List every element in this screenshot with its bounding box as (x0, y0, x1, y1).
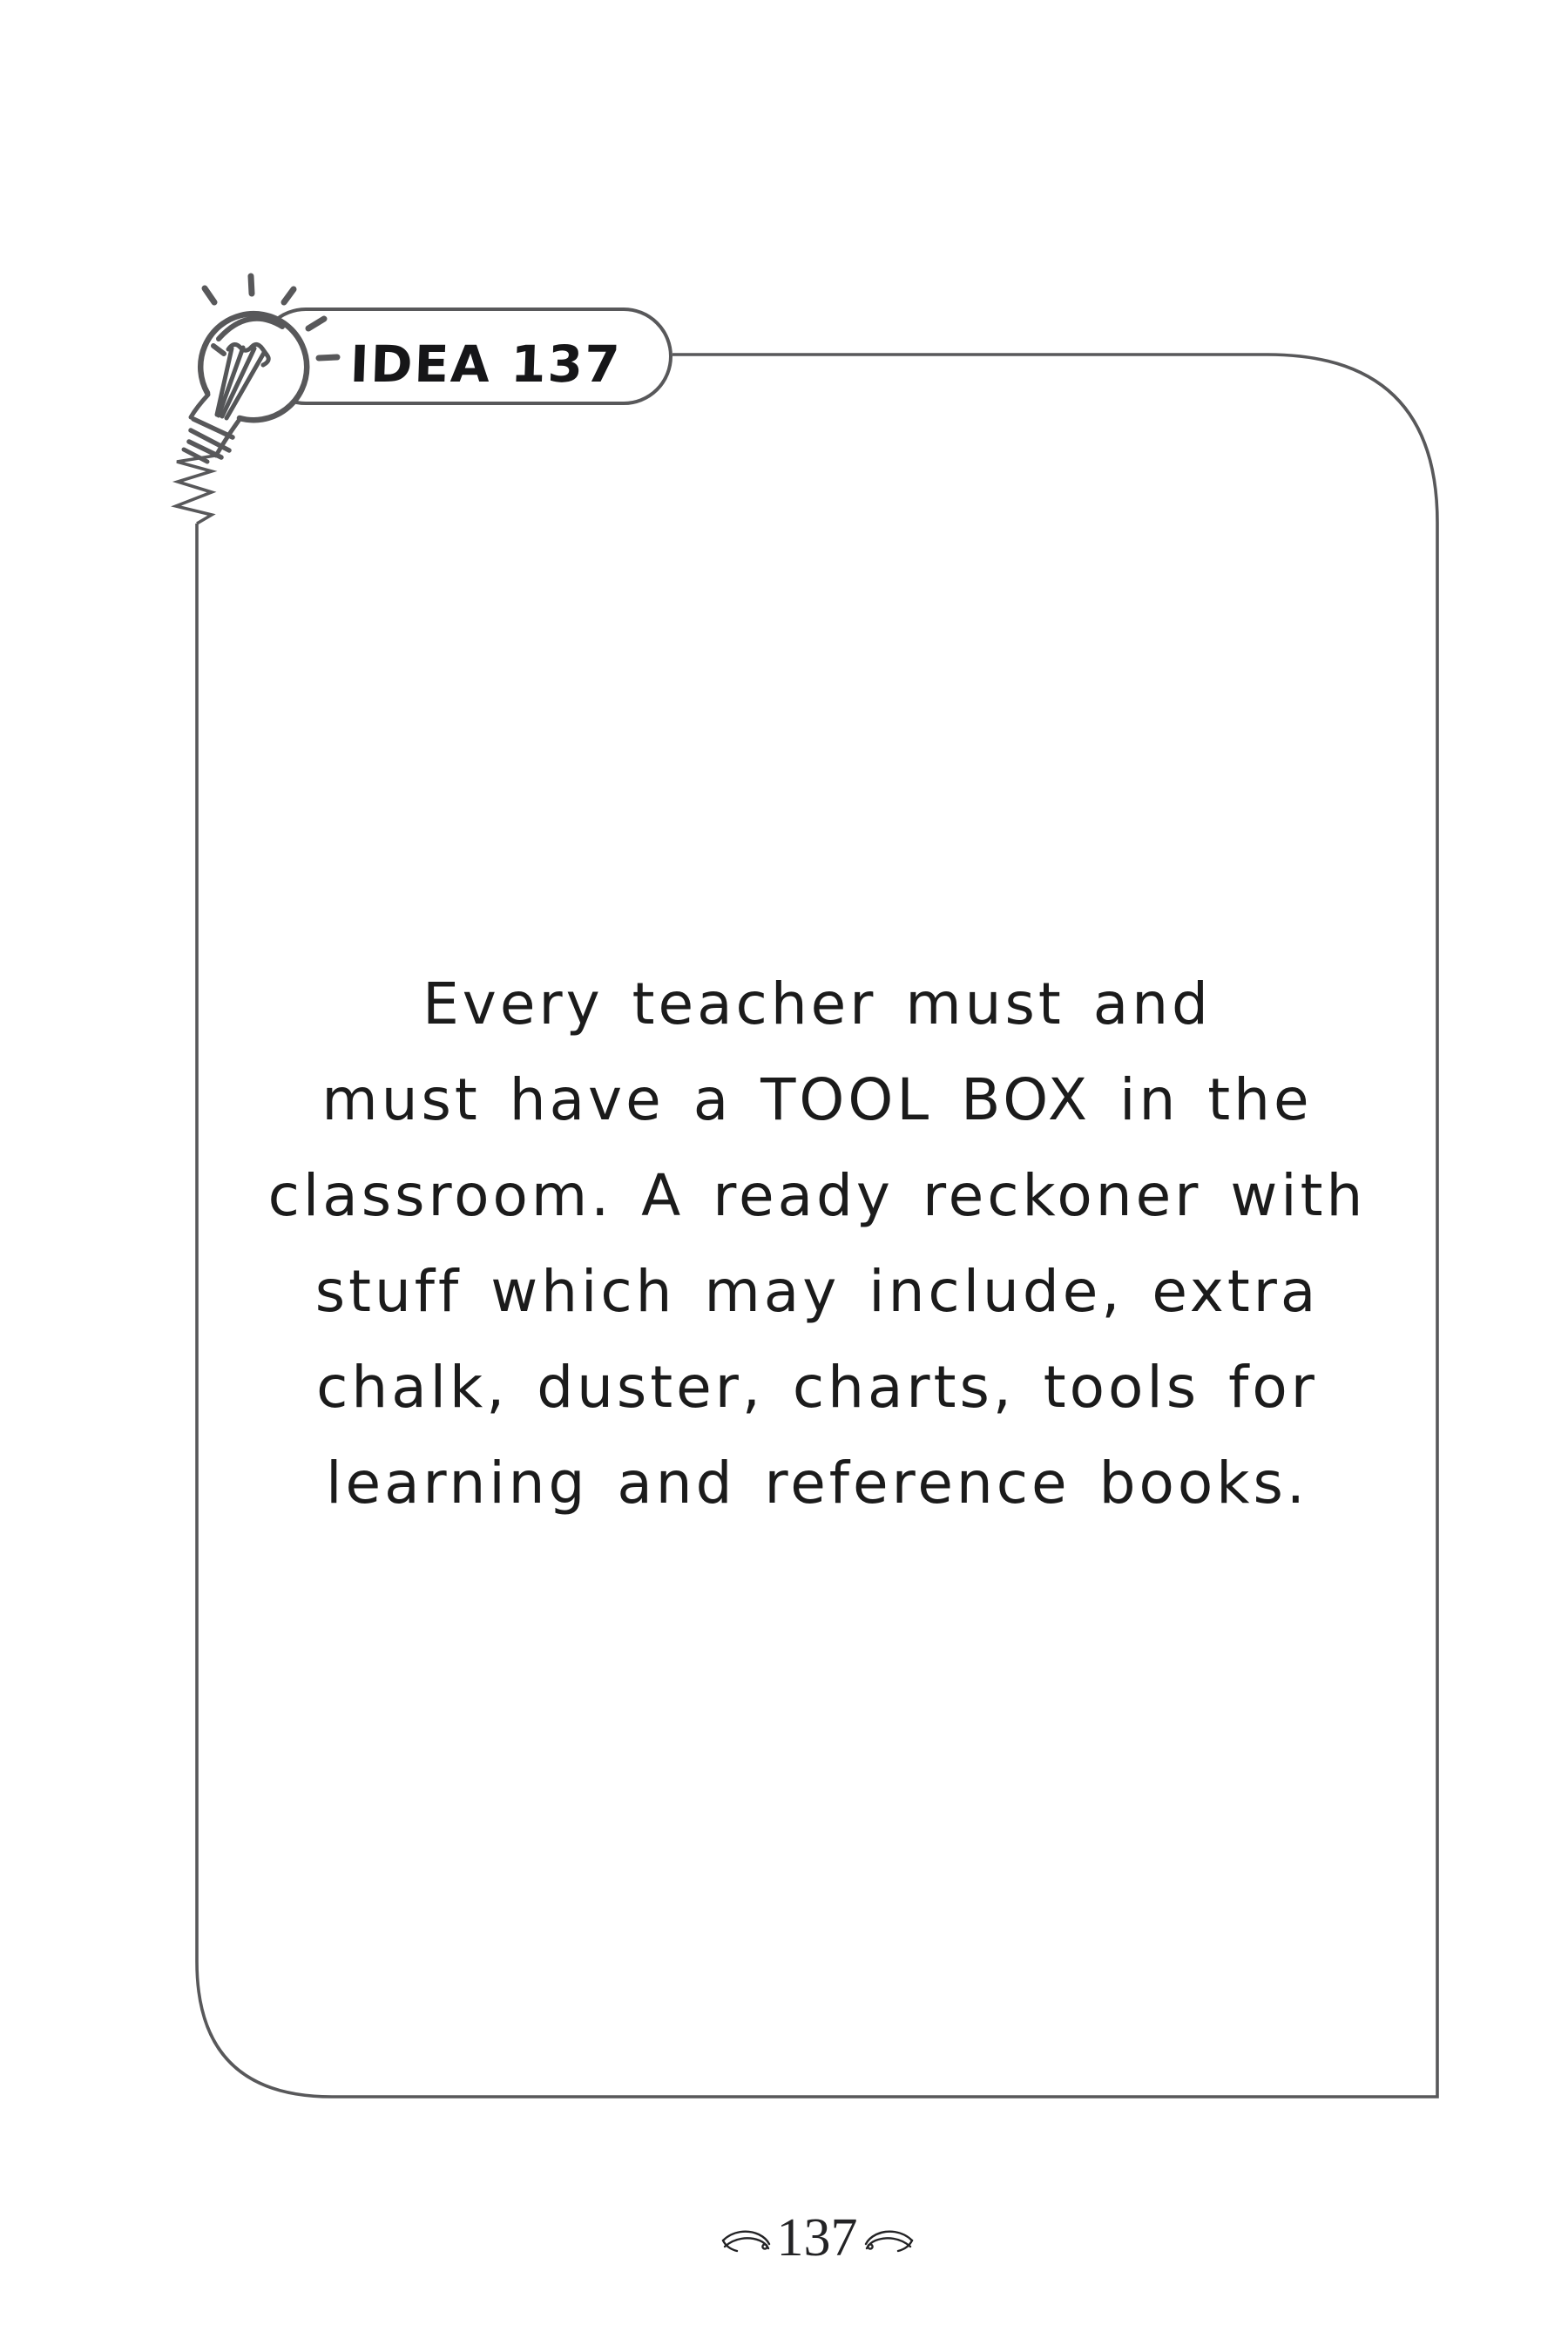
body-text (197, 956, 1437, 1531)
flourish-left-icon (721, 2227, 772, 2254)
body-line: must have a TOOL BOX in the (321, 1066, 1313, 1133)
body-line: Every teacher must and (422, 970, 1212, 1037)
flourish-right-icon (863, 2227, 914, 2254)
body-line: learning and reference books. (326, 1450, 1308, 1517)
body-line: classroom. A ready reckoner with (267, 1162, 1367, 1229)
footer (197, 2208, 1437, 2268)
footer-page-number: 137 (776, 2208, 858, 2268)
body-line: chalk, duster, charts, tools for (316, 1354, 1318, 1421)
idea-tab-label: IDEA 137 (348, 335, 623, 394)
body-line: stuff which may include, extra (314, 1258, 1320, 1325)
